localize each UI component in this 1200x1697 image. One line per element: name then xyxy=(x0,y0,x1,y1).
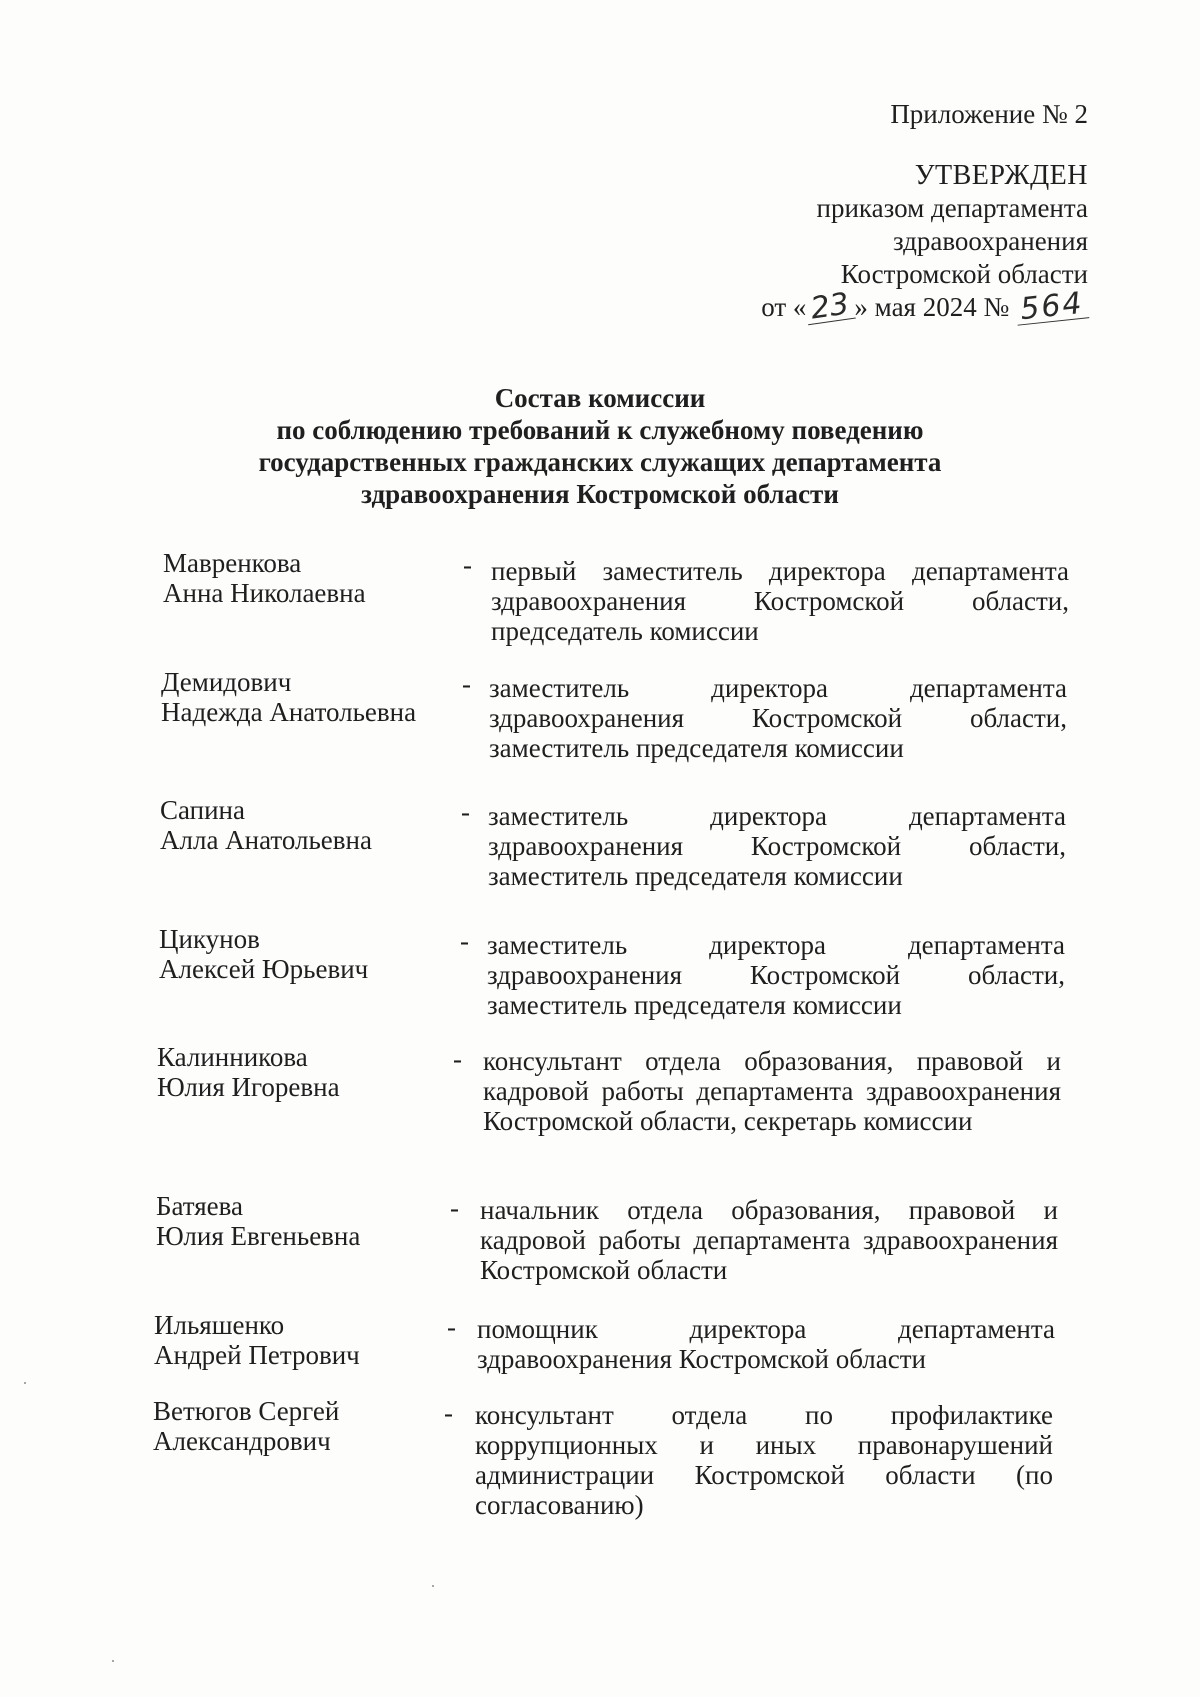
member-surname: Демидович xyxy=(161,667,292,697)
approval-line-3: Костромской области xyxy=(840,259,1088,289)
member-dash: - xyxy=(460,926,469,956)
member-name xyxy=(161,667,441,727)
member-role: заместитель директора департамента здравоохранения Костромской области, заместитель председателя комиссии xyxy=(487,930,1065,1020)
document-title xyxy=(0,382,1200,510)
member-name xyxy=(159,924,439,984)
member-name xyxy=(163,548,443,608)
member-surname: Калинникова xyxy=(157,1042,308,1072)
annex-number: Приложение № 2 xyxy=(890,99,1088,129)
member-given-names: Алексей Юрьевич xyxy=(159,954,369,984)
member-dash: - xyxy=(462,669,471,699)
member-given-names: Юлия Евгеньевна xyxy=(156,1221,361,1251)
member-role: консультант отдела по профилактике коррупционных и иных правонарушений администрации Костромской области (по согласованию) xyxy=(475,1400,1053,1520)
member-name xyxy=(156,1191,436,1251)
member-surname: Цикунов xyxy=(159,924,260,954)
scan-speck xyxy=(24,1382,26,1384)
member-surname: Батяева xyxy=(156,1191,244,1221)
member-role: консультант отдела образования, правовой и кадровой работы департамента здравоохранения Костромской области, секретарь комиссии xyxy=(483,1046,1061,1136)
member-dash: - xyxy=(463,550,472,580)
title-line-4: здравоохранения Костромской области xyxy=(361,479,839,509)
scan-speck xyxy=(432,1585,434,1587)
member-name xyxy=(160,795,440,855)
approval-line-2: здравоохранения xyxy=(892,226,1088,256)
member-dash: - xyxy=(461,797,470,827)
member-role: заместитель директора департамента здравоохранения Костромской области, заместитель председателя комиссии xyxy=(489,673,1067,763)
member-dash: - xyxy=(450,1193,459,1223)
member-given-names: Александрович xyxy=(153,1426,331,1456)
member-role: начальник отдела образования, правовой и кадровой работы департамента здравоохранения Костромской области xyxy=(480,1195,1058,1285)
member-role: помощник директора департамента здравоохранения Костромской области xyxy=(477,1314,1055,1374)
member-surname: Сапина xyxy=(160,795,245,825)
member-given-names: Анна Николаевна xyxy=(163,578,366,608)
member-given-names: Юлия Игоревна xyxy=(157,1072,340,1102)
approval-line-1: приказом департамента xyxy=(816,193,1088,223)
member-dash: - xyxy=(453,1044,462,1074)
order-date-line xyxy=(761,285,1088,328)
member-given-names: Андрей Петрович xyxy=(154,1340,360,1370)
member-given-names: Надежда Анатольевна xyxy=(161,697,417,727)
handwritten-order-number: 564 xyxy=(1015,289,1090,325)
member-role: заместитель директора департамента здравоохранения Костромской области, заместитель председателя комиссии xyxy=(488,801,1066,891)
date-prefix: от « xyxy=(761,292,807,322)
title-line-2: по соблюдению требований к служебному поведению xyxy=(276,415,924,445)
member-role: первый заместитель директора департамента здравоохранения Костромской области, председатель комиссии xyxy=(491,556,1069,646)
approval-block xyxy=(761,98,1088,328)
approved-heading: УТВЕРЖДЕН xyxy=(914,160,1088,191)
handwritten-day: 23 xyxy=(805,290,857,325)
member-name xyxy=(154,1310,434,1370)
title-line-1: Состав комиссии xyxy=(494,383,706,413)
scan-speck xyxy=(112,1660,114,1662)
member-dash: - xyxy=(447,1312,456,1342)
title-line-3: государственных гражданских служащих департамента xyxy=(258,447,942,477)
member-surname: Ветюгов Сергей xyxy=(153,1396,340,1426)
date-suffix: » мая 2024 № xyxy=(854,292,1010,322)
member-name xyxy=(157,1042,437,1102)
member-given-names: Алла Анатольевна xyxy=(160,825,372,855)
member-name xyxy=(153,1396,433,1456)
member-surname: Ильяшенко xyxy=(154,1310,285,1340)
member-surname: Мавренкова xyxy=(163,548,302,578)
member-dash: - xyxy=(444,1398,453,1428)
